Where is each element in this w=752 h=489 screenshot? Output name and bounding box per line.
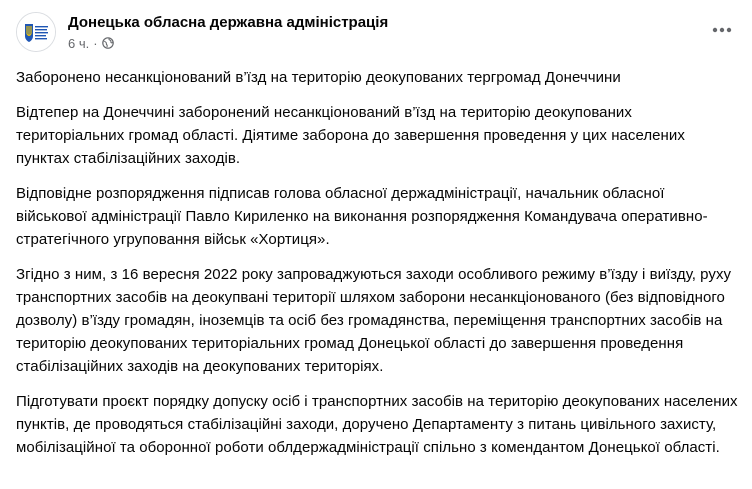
post-paragraph-headline: Заборонено несанкціонований в’їзд на територію деокупованих тергромад Донеччини [16, 69, 621, 86]
post-header [16, 12, 736, 56]
post-paragraph: Відтепер на Донеччині заборонений несанкціонований в’їзд на територію деокупованих територіальних громад області. Діятиме заборона до завершення проведення у цих населених пунктах стабілізаційних заходів. [16, 104, 685, 167]
post-meta [68, 36, 114, 52]
page-name[interactable]: Донецька обласна державна адміністрація [68, 14, 389, 31]
post-paragraph: Підготувати проєкт порядку допуску осіб і транспортних засобів на територію деокупованих населених пунктів, де проводяться стабілізаційні заходи, доручено Департаменту з питань цивільного захисту, мобілізаційної та оборонної роботи облдержадміністрації спільно з комендантом Донецької області. [16, 393, 738, 456]
more-options-button[interactable] [704, 12, 740, 48]
meta-separator: · [93, 36, 98, 51]
globe-icon[interactable] [102, 37, 114, 49]
post-paragraph: Відповідне розпорядження підписав голова обласної держадміністрації, начальник обласної військової адміністрації Павло Кириленко на виконання розпорядження Командувача оперативно-стратегічного угруповання військ «Хортиця». [16, 185, 708, 248]
post-timestamp[interactable]: 6 ч. [68, 36, 90, 51]
page-avatar[interactable] [16, 12, 56, 52]
more-options-icon [712, 27, 732, 33]
coat-of-arms-logo [17, 13, 56, 52]
post-paragraph: Згідно з ним, з 16 вересня 2022 року запроваджуються заходи особливого режиму в’їзду і виїзду, руху транспортних засобів на деокупвані території шляхом заборони несанкціонованого (без відповідного дозволу) в’їзду громадян, іноземців та осіб без громадянства, переміщення транспортних засобів на територію деокупованих територіальних громад Донецької області до завершення проведення стабілізаційних заходів на деокупованих територіях. [16, 266, 732, 375]
post-text [16, 66, 738, 471]
